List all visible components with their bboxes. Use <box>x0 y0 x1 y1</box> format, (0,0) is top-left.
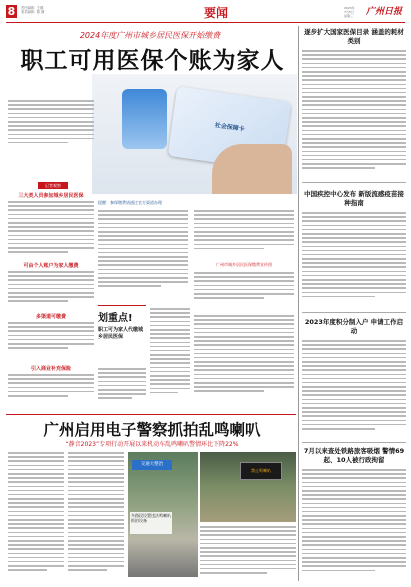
lead-col1-c <box>8 322 94 362</box>
right-divider-2 <box>302 312 406 313</box>
sub-title-3: 多渠道可缴费 <box>35 314 66 320</box>
callout-box <box>98 305 146 366</box>
masthead-rule <box>6 22 405 23</box>
bottom-headline: 广州启用电子警察抓拍乱鸣喇叭 <box>43 421 261 439</box>
lead-col3-c <box>194 315 294 410</box>
lead-intro <box>8 100 94 160</box>
card-label: 社会保障卡 <box>214 121 246 134</box>
bottom-col2 <box>68 452 124 582</box>
photo-caption-bottom: 多路段设置违法鸣喇叭抓拍设备 <box>130 512 172 534</box>
right-story4-title: 7月以来查处铁路旅客吸烟 警情69起、10人被行政拘留 <box>303 447 405 464</box>
right-story1-body <box>302 50 406 180</box>
bottom-subheadline: “静音2023”专项行动开展以来机动车乱鸣喇叭警情环比下降22% <box>65 441 239 448</box>
lead-kicker: 2024年度广州市城乡居民医保开始缴费 <box>79 31 221 40</box>
lead-headline: 职工可用医保个账为家人 <box>20 48 285 74</box>
section-title: 要闻 <box>203 6 228 20</box>
bottom-col1 <box>8 452 64 582</box>
right-story3-title: 2023年度积分制入户 申请工作启动 <box>304 318 404 335</box>
lead-col2 <box>98 210 188 300</box>
right-story1-title: 逐步扩大国家医保目录 涵盖的耗材类别 <box>304 28 404 45</box>
lead-col1-e <box>98 368 146 410</box>
hand-photo <box>212 144 292 194</box>
right-divider-3 <box>302 442 406 443</box>
bottom-col3 <box>200 526 296 582</box>
column-divider <box>298 26 299 581</box>
sub-title-2: 可由个人账户为家人缴费 <box>23 263 79 269</box>
right-story4-body <box>302 469 406 582</box>
bottom-rule <box>6 414 296 415</box>
lead-col3-b <box>194 272 294 312</box>
sub-title-1: 三大类人员参加城乡居民医保 <box>18 193 84 199</box>
right-story3-body <box>302 340 406 440</box>
paper-name-logo: 广州日报 <box>366 7 403 17</box>
callout-title: 划重点! <box>98 313 133 324</box>
lead-col1-a <box>8 201 94 261</box>
bottom-photo-right <box>200 452 296 522</box>
sub-title-4: 引入商业补充保险 <box>30 366 71 372</box>
lead-photo <box>92 74 297 194</box>
ad-line: 提醒：参保缴费请通过官方渠道办理 <box>98 200 162 205</box>
callout-text: 职工可为家人代缴城乡居民医保 <box>98 327 144 340</box>
masthead-left-info: 责任编辑：王娜 美术编辑：陈 静 <box>21 6 45 15</box>
phone-photo <box>122 89 167 149</box>
lead-col1-d <box>8 374 94 410</box>
sign-photo: 禁止鸣喇叭 <box>240 462 282 480</box>
right-story2-body <box>302 212 406 310</box>
right-story2-title: 中国疾控中心发布 新版流感疫苗接种指南 <box>304 190 404 207</box>
lead-col2-b <box>150 308 190 410</box>
page-number-badge: 8 <box>7 5 16 18</box>
lead-col3 <box>194 210 294 260</box>
box-title-badge: 记者观察 <box>38 182 68 189</box>
masthead-right-info: 2023年 7月5日 星期三 <box>344 6 355 18</box>
masthead <box>6 4 405 22</box>
lead-col1-b <box>8 271 94 311</box>
bottom-photo-left <box>128 452 198 577</box>
right-divider-1 <box>302 182 406 183</box>
photo-caption-lead: 广州市城乡居民医保缴费宣传图 <box>216 262 272 267</box>
banner-text: 交通大整治 <box>132 460 172 470</box>
